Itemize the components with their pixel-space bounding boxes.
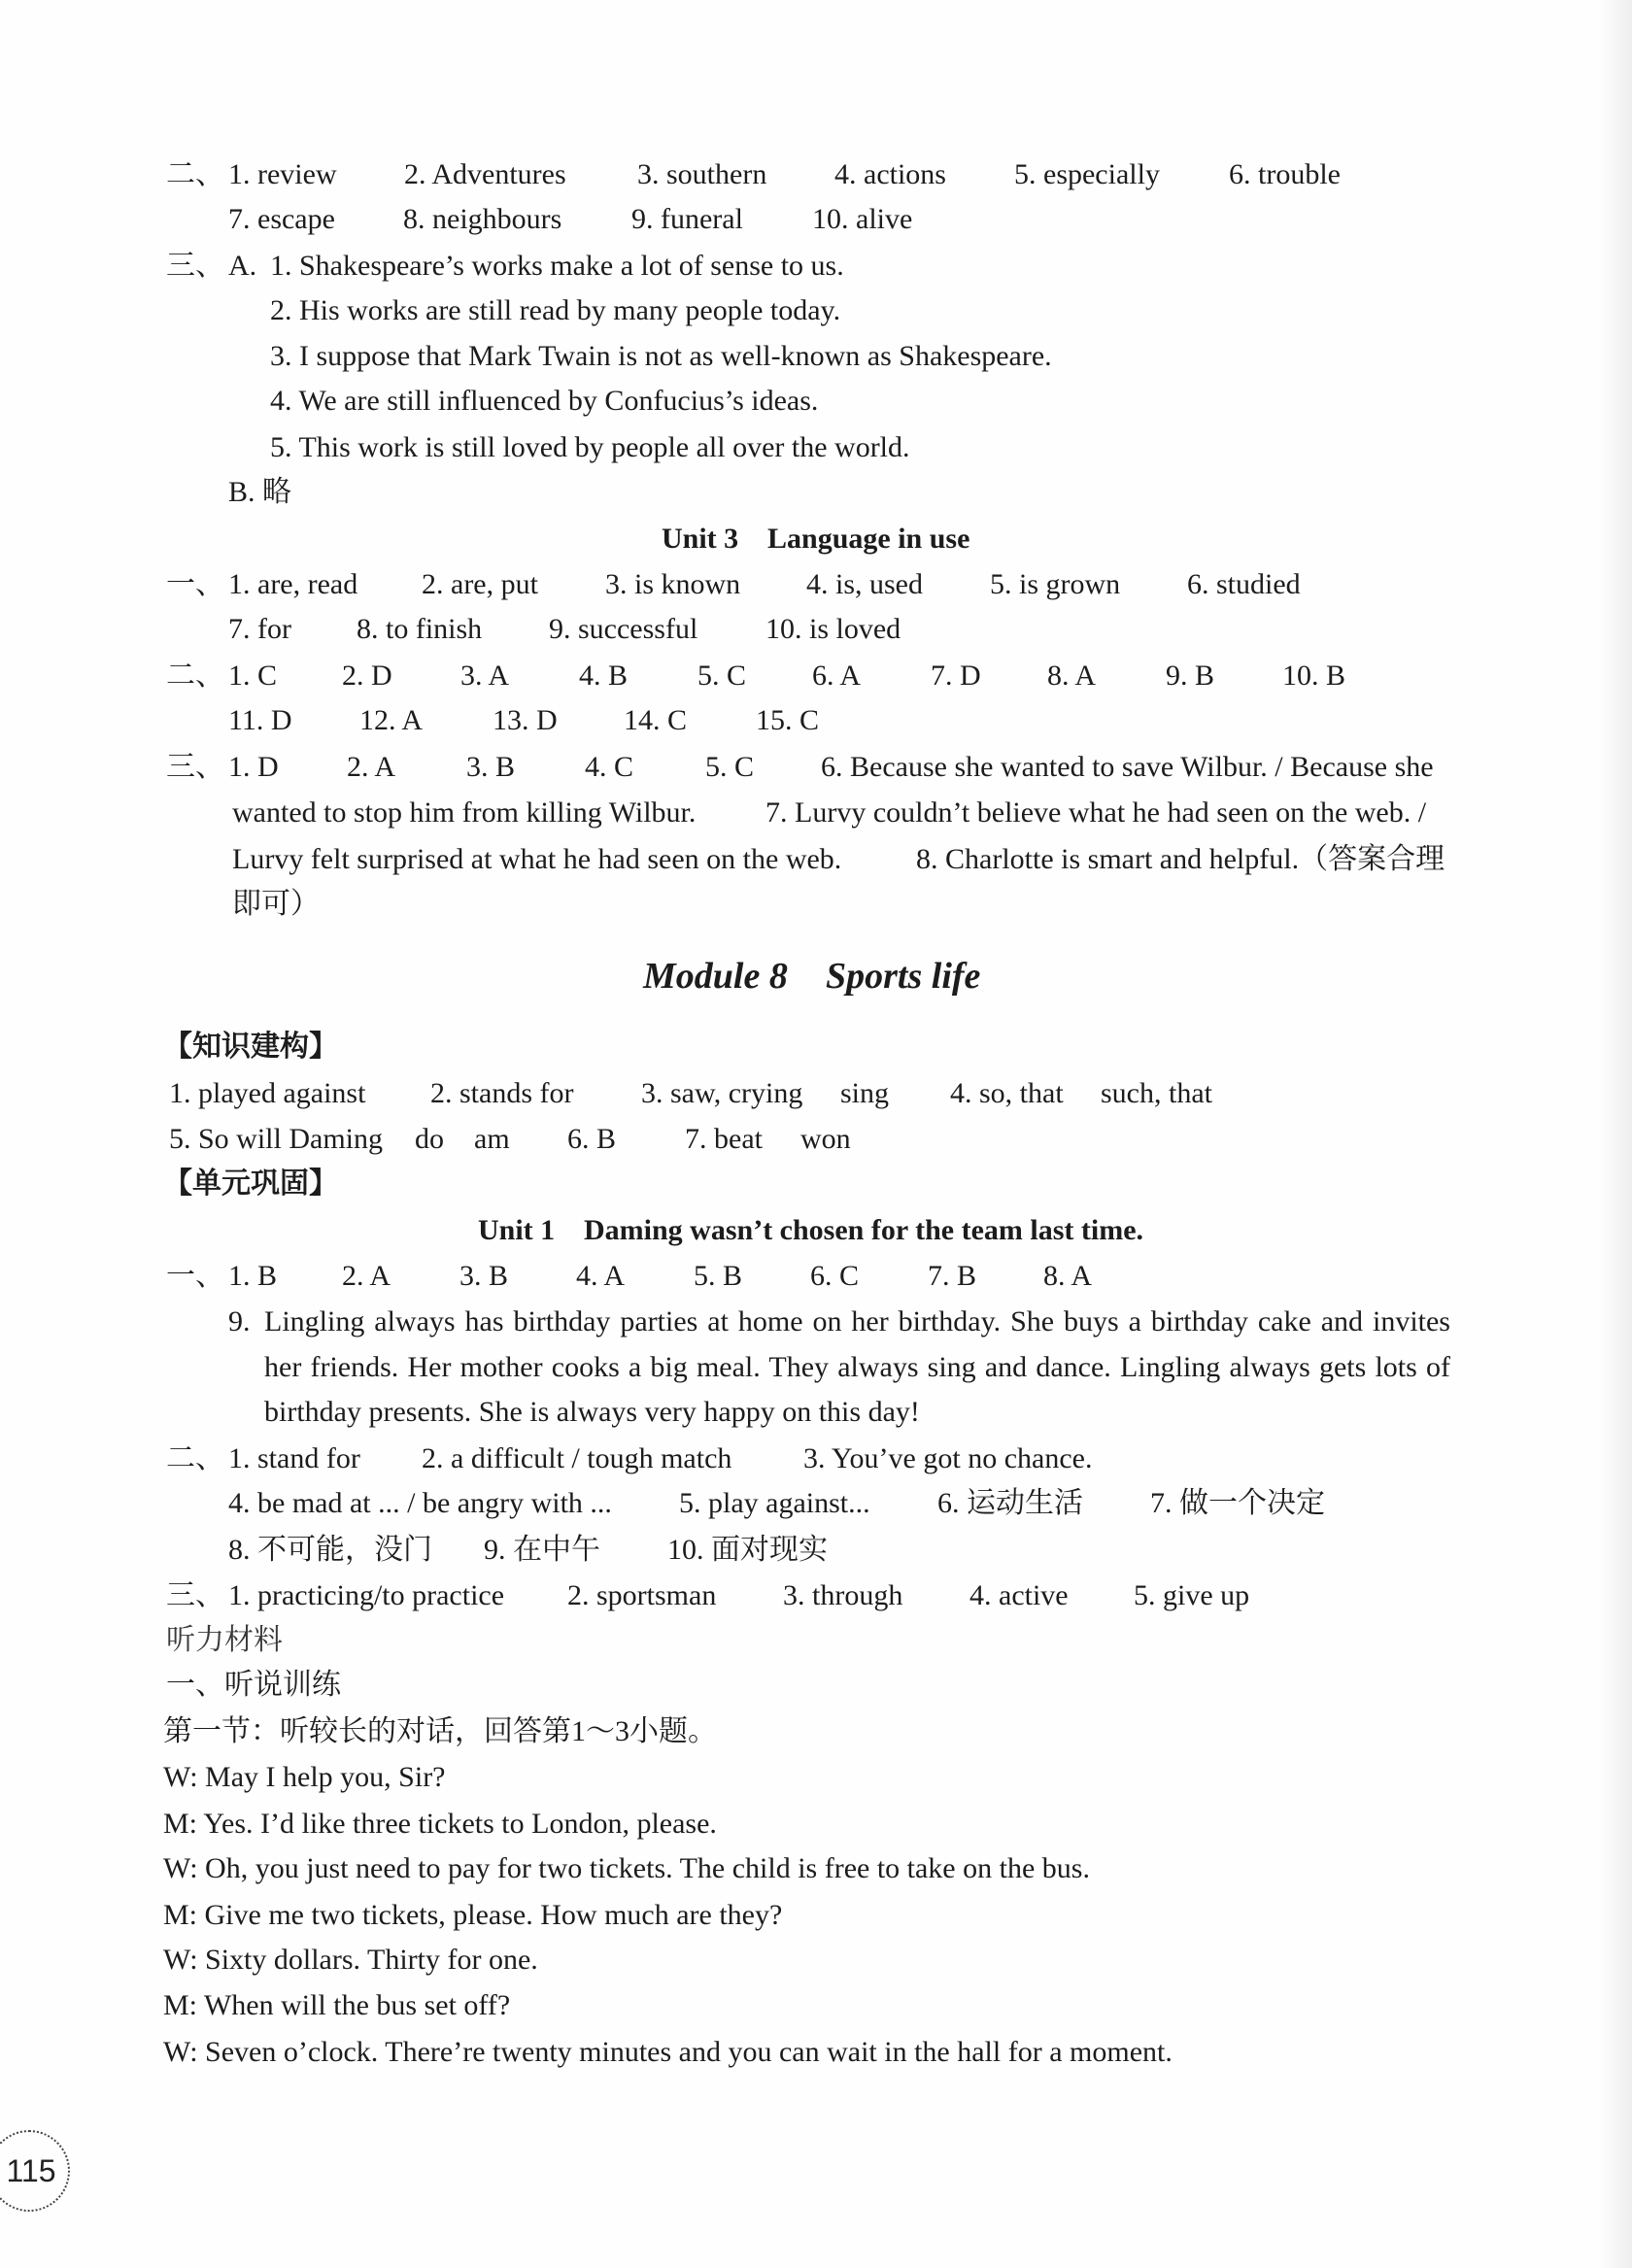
answer-item: 3. is known — [605, 568, 741, 600]
answer-item: 9. B — [1166, 660, 1215, 692]
dialogue-line: W: Sixty dollars. Thirty for one. — [163, 1944, 538, 1976]
answer-item: 5. give up — [1134, 1579, 1250, 1611]
answer-item: sing — [840, 1077, 890, 1109]
answer-item: 4. is, used — [806, 568, 923, 600]
answer-item: 9. 在中午 — [484, 1534, 600, 1566]
answer-item: 6. B — [567, 1123, 617, 1155]
answer-item: 5. C — [697, 660, 747, 692]
answer-item: such, that — [1101, 1077, 1212, 1109]
answer-item: 5. is grown — [990, 568, 1121, 600]
section-label: 一、 — [166, 1260, 224, 1292]
answer-item: 6. C — [810, 1260, 860, 1292]
answer-item: 5. So will Daming — [169, 1123, 384, 1155]
answer-sentence: 6. Because she wanted to save Wilbur. / Because she — [821, 751, 1434, 783]
section-label: 三、 — [166, 751, 224, 783]
answer-item: 9. successful — [549, 613, 698, 645]
answer-item: 2. A — [347, 751, 396, 783]
answer-item: 2. sportsman — [567, 1579, 717, 1611]
answer-item: 6. 运动生活 — [937, 1487, 1083, 1519]
answer-item: 7. 做一个决定 — [1150, 1487, 1325, 1519]
answer-item: 1. practicing/to practice — [228, 1579, 505, 1611]
dialogue-line: W: Oh, you just need to pay for two tickets. The child is free to take on the bus. — [163, 1852, 1090, 1884]
consolidation-heading: 【单元巩固】 — [163, 1168, 338, 1200]
knowledge-heading: 【知识建构】 — [163, 1031, 338, 1063]
answer-sentence: 1. Shakespeare’s works make a lot of sense to us. — [270, 250, 844, 282]
answer-item: 15. C — [756, 704, 820, 736]
listening-subsection-title: 第一节：听较长的对话，回答第1～3小题。 — [163, 1715, 717, 1747]
answer-item: 7. D — [931, 660, 981, 692]
answer-item: 3. through — [783, 1579, 903, 1611]
section-label: 三、 — [166, 250, 224, 282]
answer-item: 3. B — [459, 1260, 509, 1292]
module-title-name: Sports life — [826, 956, 981, 997]
section-label: 三、 — [166, 1579, 224, 1611]
answer-item: 4. be mad at ... / be angry with ... — [228, 1487, 612, 1519]
answer-item: B. 略 — [228, 476, 292, 508]
answer-item: 3. You’ve got no chance. — [803, 1442, 1093, 1474]
answer-item: 10. 面对现实 — [667, 1534, 828, 1566]
section-label: 一、 — [166, 568, 224, 600]
answer-item: 9. funeral — [631, 203, 743, 235]
answer-item: 10. alive — [812, 203, 913, 235]
answer-item: 7. escape — [228, 203, 335, 235]
answer-item: 2. stands for — [430, 1077, 574, 1109]
paragraph-line: birthday presents. She is always very happy on this day! — [264, 1396, 920, 1428]
unit-title-name: Language in use — [767, 523, 970, 555]
dialogue-line: W: May I help you, Sir? — [163, 1761, 446, 1793]
answer-sentence: 即可） — [232, 888, 320, 920]
answer-sentence: 5. This work is still loved by people all over the world. — [270, 431, 910, 463]
answer-item: 7. for — [228, 613, 291, 645]
answer-item: am — [474, 1123, 510, 1155]
answer-item: 2. Adventures — [404, 158, 566, 190]
answer-item: do — [415, 1123, 444, 1155]
answer-item: 3. B — [466, 751, 516, 783]
answer-item: 5. especially — [1014, 158, 1160, 190]
answer-sentence: 4. We are still influenced by Confucius’s ideas. — [270, 385, 819, 417]
module-title-number: Module 8 — [643, 956, 788, 997]
section-label: 二、 — [166, 1442, 224, 1474]
answer-item: 1. review — [228, 158, 337, 190]
answer-item: 1. D — [228, 751, 279, 783]
answer-item: 4. actions — [834, 158, 946, 190]
answer-item: 7. beat — [685, 1123, 763, 1155]
answer-item: 8. A — [1047, 660, 1097, 692]
answer-item: 12. A — [359, 704, 424, 736]
listening-heading: 听力材料 — [166, 1624, 283, 1656]
answer-item: 4. active — [969, 1579, 1069, 1611]
section-label: 二、 — [166, 158, 224, 190]
answer-item: 1. B — [228, 1260, 278, 1292]
answer-item: 10. is loved — [765, 613, 901, 645]
answer-sentence: 2. His works are still read by many people today. — [270, 294, 841, 326]
dialogue-line: M: When will the bus set off? — [163, 1989, 511, 2021]
answer-item: 8. neighbours — [403, 203, 562, 235]
answer-item: 8. A — [1043, 1260, 1093, 1292]
answer-item: 3. A — [460, 660, 510, 692]
subsection-label: A. — [228, 250, 257, 282]
unit-title-number: Unit 3 — [662, 523, 739, 555]
unit-title-name: Daming wasn’t chosen for the team last time. — [584, 1214, 1144, 1246]
answer-item: 3. saw, crying — [641, 1077, 803, 1109]
answer-item: 13. D — [493, 704, 558, 736]
answer-item: 2. A — [342, 1260, 391, 1292]
answer-item: 1. played against — [169, 1077, 366, 1109]
dialogue-line: W: Seven o’clock. There’re twenty minutes and you can wait in the hall for a moment. — [163, 2036, 1173, 2068]
answer-item: 7. B — [928, 1260, 977, 1292]
answer-sentence: 8. Charlotte is smart and helpful.（答案合理 — [916, 843, 1445, 875]
answer-item: 1. are, read — [228, 568, 358, 600]
answer-sentence: wanted to stop him from killing Wilbur. — [232, 796, 697, 829]
answer-item: 5. B — [694, 1260, 743, 1292]
answer-sentence: 7. Lurvy couldn’t believe what he had seen on the web. / — [765, 796, 1427, 829]
page-number: 115 — [6, 2153, 56, 2188]
paragraph-line: her friends. Her mother cooks a big meal. They always sing and dance. Lingling always gets lots of — [264, 1351, 1450, 1383]
answer-item: 1. stand for — [228, 1442, 360, 1474]
section-label: 二、 — [166, 660, 224, 692]
answer-item: 3. southern — [637, 158, 767, 190]
answer-sentence: Lurvy felt surprised at what he had seen on the web. — [232, 843, 842, 875]
answer-item: 2. a difficult / tough match — [422, 1442, 732, 1474]
answer-item: 4. so, that — [950, 1077, 1064, 1109]
answer-sentence: 3. I suppose that Mark Twain is not as well-known as Shakespeare. — [270, 340, 1052, 372]
answer-item: 8. to finish — [357, 613, 483, 645]
answer-item: won — [800, 1123, 851, 1155]
answer-item: 1. C — [228, 660, 278, 692]
answer-item: 6. A — [812, 660, 862, 692]
answer-item: 2. are, put — [422, 568, 538, 600]
answer-item: 8. 不可能，没门 — [228, 1534, 432, 1566]
answer-item: 6. studied — [1187, 568, 1301, 600]
dialogue-line: M: Give me two tickets, please. How much are they? — [163, 1899, 783, 1931]
answer-item: 5. play against... — [679, 1487, 870, 1519]
listening-section-title: 一、听说训练 — [166, 1669, 341, 1701]
paragraph-line: Lingling always has birthday parties at home on her birthday. She buys a birthday cake and invites — [264, 1305, 1450, 1337]
answer-item: 14. C — [624, 704, 688, 736]
unit-title-number: Unit 1 — [478, 1214, 556, 1246]
answer-item: 2. D — [342, 660, 392, 692]
answer-item: 5. C — [705, 751, 755, 783]
item-number: 9. — [228, 1305, 251, 1337]
answer-item: 4. B — [579, 660, 629, 692]
answer-item: 4. C — [585, 751, 634, 783]
page-edge-shadow — [1599, 0, 1632, 2268]
answer-item: 10. B — [1282, 660, 1346, 692]
answer-item: 4. A — [576, 1260, 626, 1292]
dialogue-line: M: Yes. I’d like three tickets to London, please. — [163, 1808, 717, 1840]
answer-item: 11. D — [228, 704, 292, 736]
answer-item: 6. trouble — [1229, 158, 1341, 190]
